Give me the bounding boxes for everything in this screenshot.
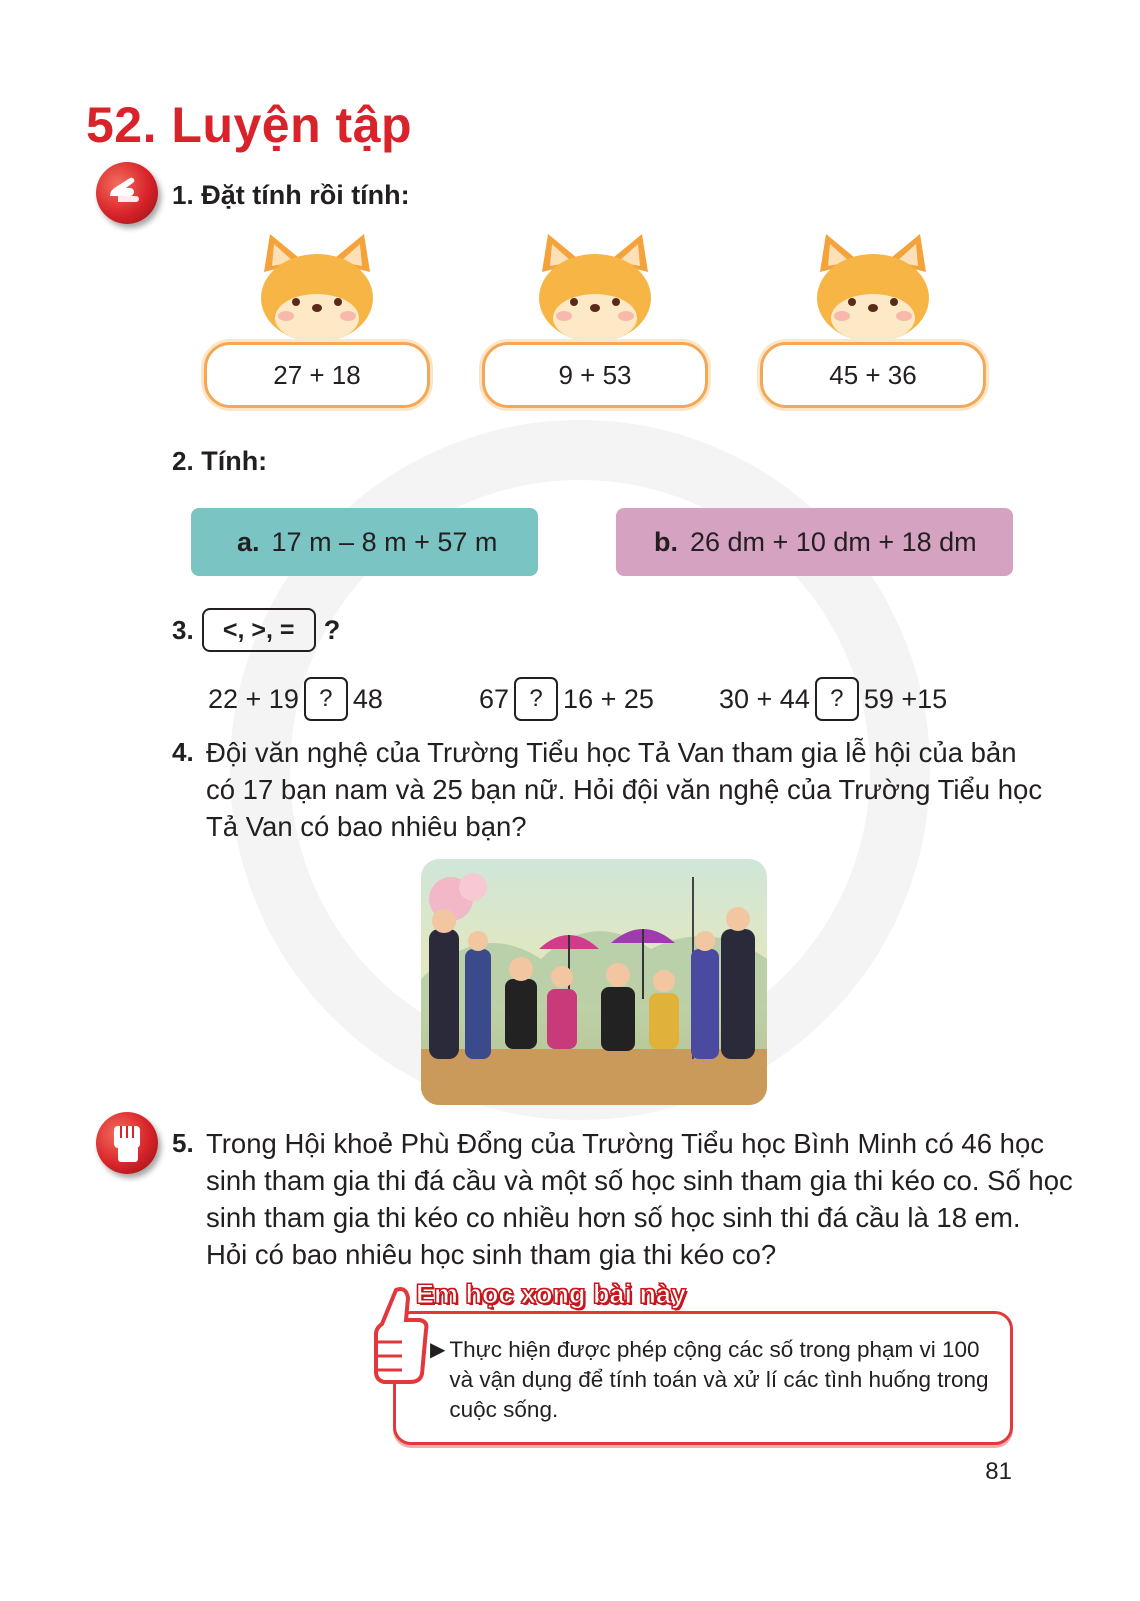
calc-a-label: a. [237, 526, 260, 557]
comparison-3-right: 59 +15 [863, 683, 948, 714]
bullet-icon: ▶ [430, 1339, 446, 1361]
summary-line-1: Thực hiện được phép cộng các số trong phạm vi 100 [449, 1337, 980, 1362]
calc-a-expr: 17 m – 8 m + 57 m [271, 526, 498, 557]
addition-box-1: 27 + 18 [204, 342, 430, 408]
comparison-2 [479, 677, 654, 721]
calc-b-expr: 26 dm + 10 dm + 18 dm [690, 526, 977, 557]
summary-line-3: cuộc sống. [449, 1397, 559, 1422]
addition-box-2: 9 + 53 [482, 342, 708, 408]
q1-number: 1. [172, 180, 194, 210]
q5-line-3: sinh tham gia thi kéo co nhiều hơn số học sinh thi đá cầu là 18 em. [206, 1202, 1021, 1233]
q2-instruction: Tính: [201, 446, 268, 476]
summary-line-2: và vận dụng để tính toán và xử lí các tình huống trong [449, 1367, 989, 1392]
q2-heading [172, 446, 267, 477]
q5-text [206, 1125, 1073, 1273]
addition-box-3: 45 + 36 [760, 342, 986, 408]
page-number: 81 [985, 1458, 1012, 1485]
q3-number: 3. [172, 614, 194, 645]
q4-text [206, 734, 1043, 845]
summary-content [430, 1335, 994, 1425]
practice-hand-icon [96, 162, 158, 224]
comparison-3 [719, 677, 947, 721]
q5-line-1: Trong Hội khoẻ Phù Đổng của Trường Tiểu học Bình Minh có 46 học [206, 1128, 1044, 1159]
comparison-1-left: 22 + 19 [208, 683, 299, 714]
fist-icon [96, 1112, 158, 1174]
comparison-3-answer-box[interactable]: ? [815, 677, 859, 721]
q5-line-2: sinh tham gia thi đá cầu và một số học sinh tham gia thi kéo co. Số học [206, 1165, 1073, 1196]
fox-card-2 [482, 232, 660, 390]
comparison-2-right: 16 + 25 [563, 683, 654, 714]
comparison-1-right: 48 [352, 683, 383, 714]
summary-title: Em học xong bài này [416, 1279, 687, 1309]
calc-b-box [616, 508, 1013, 576]
q4-line-1: Đội văn nghệ của Trường Tiểu học Tả Van tham gia lễ hội của bản [206, 737, 1017, 768]
lesson-title: 52. Luyện tập [86, 97, 413, 153]
q5-number: 5. [172, 1128, 194, 1158]
comparison-2-answer-box[interactable]: ? [514, 677, 558, 721]
q1-heading [172, 180, 410, 211]
q4-line-3: Tả Van có bao nhiêu bạn? [206, 811, 527, 842]
fox-head-icon [530, 232, 660, 342]
comparison-2-left: 67 [479, 683, 510, 714]
calc-a-box [191, 508, 538, 576]
q4-number: 4. [172, 737, 194, 767]
comparison-3-left: 30 + 44 [719, 683, 810, 714]
fox-card-1 [204, 232, 382, 390]
fox-card-3 [760, 232, 938, 390]
q4-line-2: có 17 bạn nam và 25 bạn nữ. Hỏi đội văn nghệ của Trường Tiểu học [206, 774, 1043, 805]
fox-head-icon [808, 232, 938, 342]
comparison-1 [208, 677, 383, 721]
festival-illustration [421, 859, 767, 1105]
q5-line-4: Hỏi có bao nhiêu học sinh tham gia thi kéo co? [206, 1239, 777, 1270]
calc-b-label: b. [654, 526, 678, 557]
fox-head-icon [252, 232, 382, 342]
q2-number: 2. [172, 446, 194, 476]
q1-instruction: Đặt tính rồi tính: [201, 180, 410, 210]
comparison-1-answer-box[interactable]: ? [304, 677, 348, 721]
q3-question-mark: ? [323, 614, 341, 645]
comparison-symbols-box: <, >, = [202, 608, 316, 652]
q3-heading [172, 608, 340, 652]
